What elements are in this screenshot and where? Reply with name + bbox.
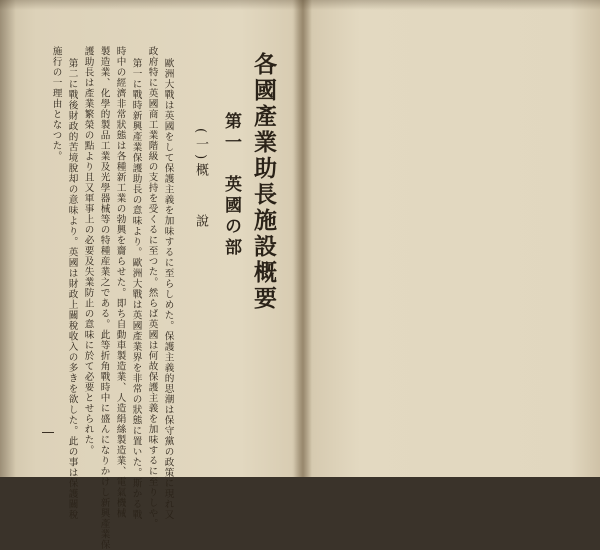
body-line-6: 護助長は產業繁榮の點より且又軍事上の必要及失業防止の意味に於て必要とせられた。 — [82, 46, 94, 456]
section-heading: 第一 英國の部 — [221, 112, 241, 259]
subsection-heading: (一)概 說 — [193, 128, 208, 232]
document-title: 各國產業助長施設概要 — [250, 52, 277, 312]
body-line-5: 製造業、化學的製品工業及光學器械等の特種産業之である。此等折角戰時中に盛んになりかけし新興產業保 — [98, 46, 110, 550]
body-line-3: 第一に戰時新興產業保護助長の意味より。歐洲大戰は英國產業界を非常の狀態に置いた。斯かる戰 — [130, 58, 142, 520]
body-line-2: 政府特に英國商工業階級の支持を受くるに至つた。然らば英國は何故保護主義を加味するに至りしや。 — [146, 46, 158, 529]
book-gutter — [292, 0, 312, 477]
body-line-1: 歐洲大戰は英國をして保護主義を加味するに至らしめた。保護主義的思潮は保守黨の政策に現れ又 — [162, 58, 174, 520]
left-page-edge-shadow — [0, 0, 16, 477]
page-number — [42, 432, 54, 433]
body-line-8: 施行の一理由となつた。 — [50, 46, 62, 162]
body-line-7: 第二に戰後財政的苦境脫却の意味より。英國は財政上關稅收入の多きを欲した。此の事は保護關稅 — [66, 58, 78, 520]
body-line-4: 時中の經濟非常狀態は各種新工業の勃興を齎らせた。即ち自動車製造業、人造絹絲製造業、電氣機械 — [114, 46, 126, 519]
